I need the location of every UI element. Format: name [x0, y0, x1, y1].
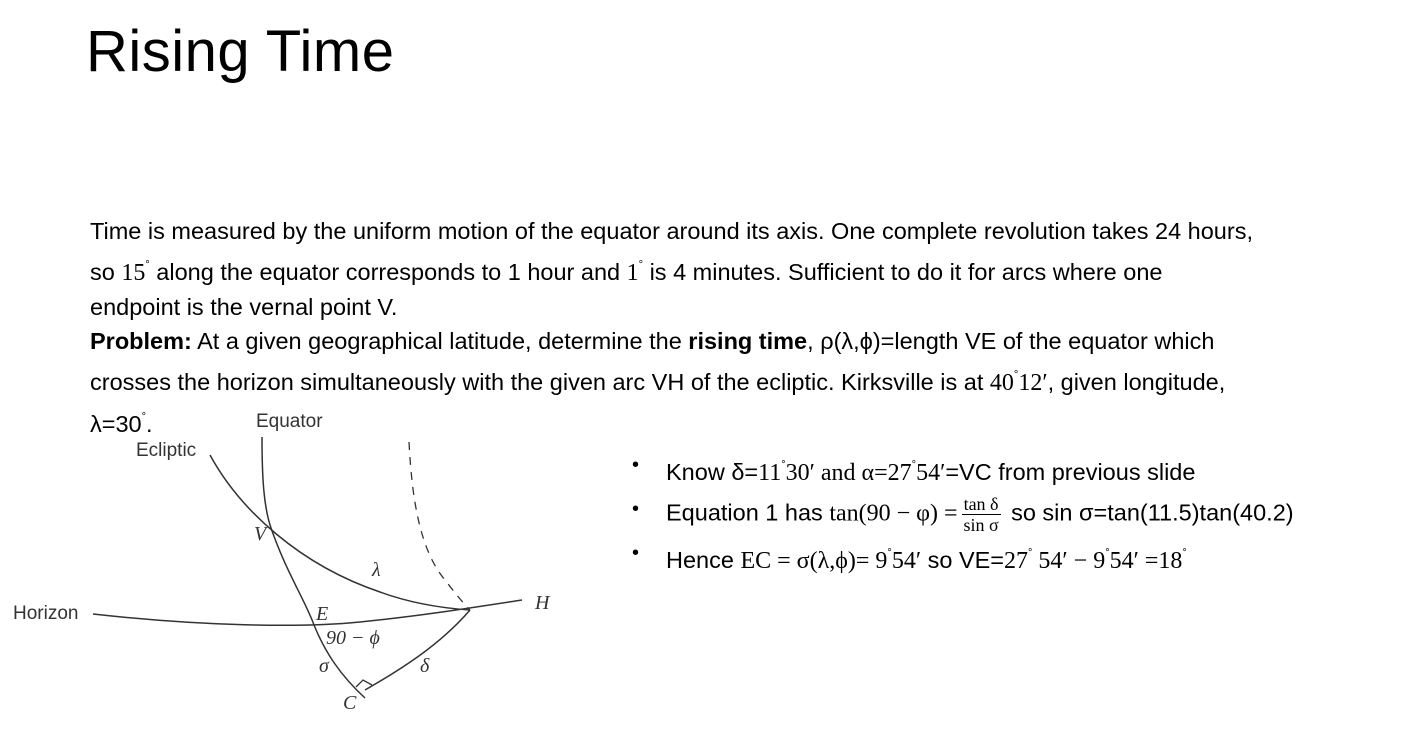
equator-label: Equator	[256, 411, 323, 432]
ninety-minus-phi-label: 90 − ϕ	[326, 627, 380, 649]
bullet-equation-1: • Equation 1 has tan(90 − φ) = $\frac{\text{tan δ}}{\text{sin σ}}$ so sin σ=tan(11.5)tan(40.2)	[632, 494, 1294, 535]
point-e-label: E	[316, 603, 329, 625]
right-angle-marker	[356, 680, 372, 687]
dashed-meridian	[409, 442, 470, 610]
ecliptic-curve	[210, 455, 470, 610]
para-line-3: endpoint is the vernal point V.	[90, 294, 398, 320]
para-line-4: Problem: At a given geographical latitude, determine the rising time, ρ(λ,ϕ)=length VE of the equator which	[90, 328, 1215, 354]
vernal-point-label: V	[254, 523, 267, 545]
rising-time-term: rising time	[688, 328, 808, 354]
point-c-label: C	[343, 692, 357, 714]
bullet-dot-icon: •	[632, 498, 640, 520]
para-line-2: so 15° along the equator corresponds to 1 hour and 1° is 4 minutes. Sufficient to do it for arcs where one	[90, 259, 1163, 286]
para-line-5: crosses the horizon simultaneously with the given arc VH of the ecliptic. Kirksville is at 40°12′, given longitude,	[90, 369, 1226, 396]
equator-curve	[262, 437, 365, 698]
bullet-hence-ec: • Hence EC = σ(λ,ϕ)= 9°54′ so VE=27° 54′ − 9°54′ =18°	[632, 538, 1402, 582]
para-line-6: λ=30°.	[90, 411, 153, 437]
bullet-list	[632, 450, 1402, 582]
point-h-label: H	[535, 592, 550, 614]
bullet-dot-icon: •	[632, 454, 640, 476]
ecliptic-label: Ecliptic	[136, 440, 197, 461]
lambda-label: λ	[372, 559, 381, 581]
bullet-dot-icon: •	[632, 542, 640, 564]
problem-label: Problem:	[90, 328, 192, 354]
rising-time-diagram	[0, 400, 600, 730]
horizon-curve	[93, 600, 522, 625]
bullet-know-delta-alpha: • Know δ=11°30′ and α=27°54′=VC from previous slide	[632, 450, 1402, 494]
delta-arc	[365, 610, 470, 690]
fraction: $\frac{\text{tan δ}}{\text{sin σ}}$	[963, 494, 999, 535]
slide-title: Rising Time	[86, 19, 395, 84]
para-line-1: Time is measured by the uniform motion of the equator around its axis. One complete revolution takes 24 hours,	[90, 218, 1253, 244]
horizon-label: Horizon	[13, 603, 79, 624]
sigma-label: σ	[319, 655, 329, 677]
delta-label: δ	[420, 655, 430, 677]
